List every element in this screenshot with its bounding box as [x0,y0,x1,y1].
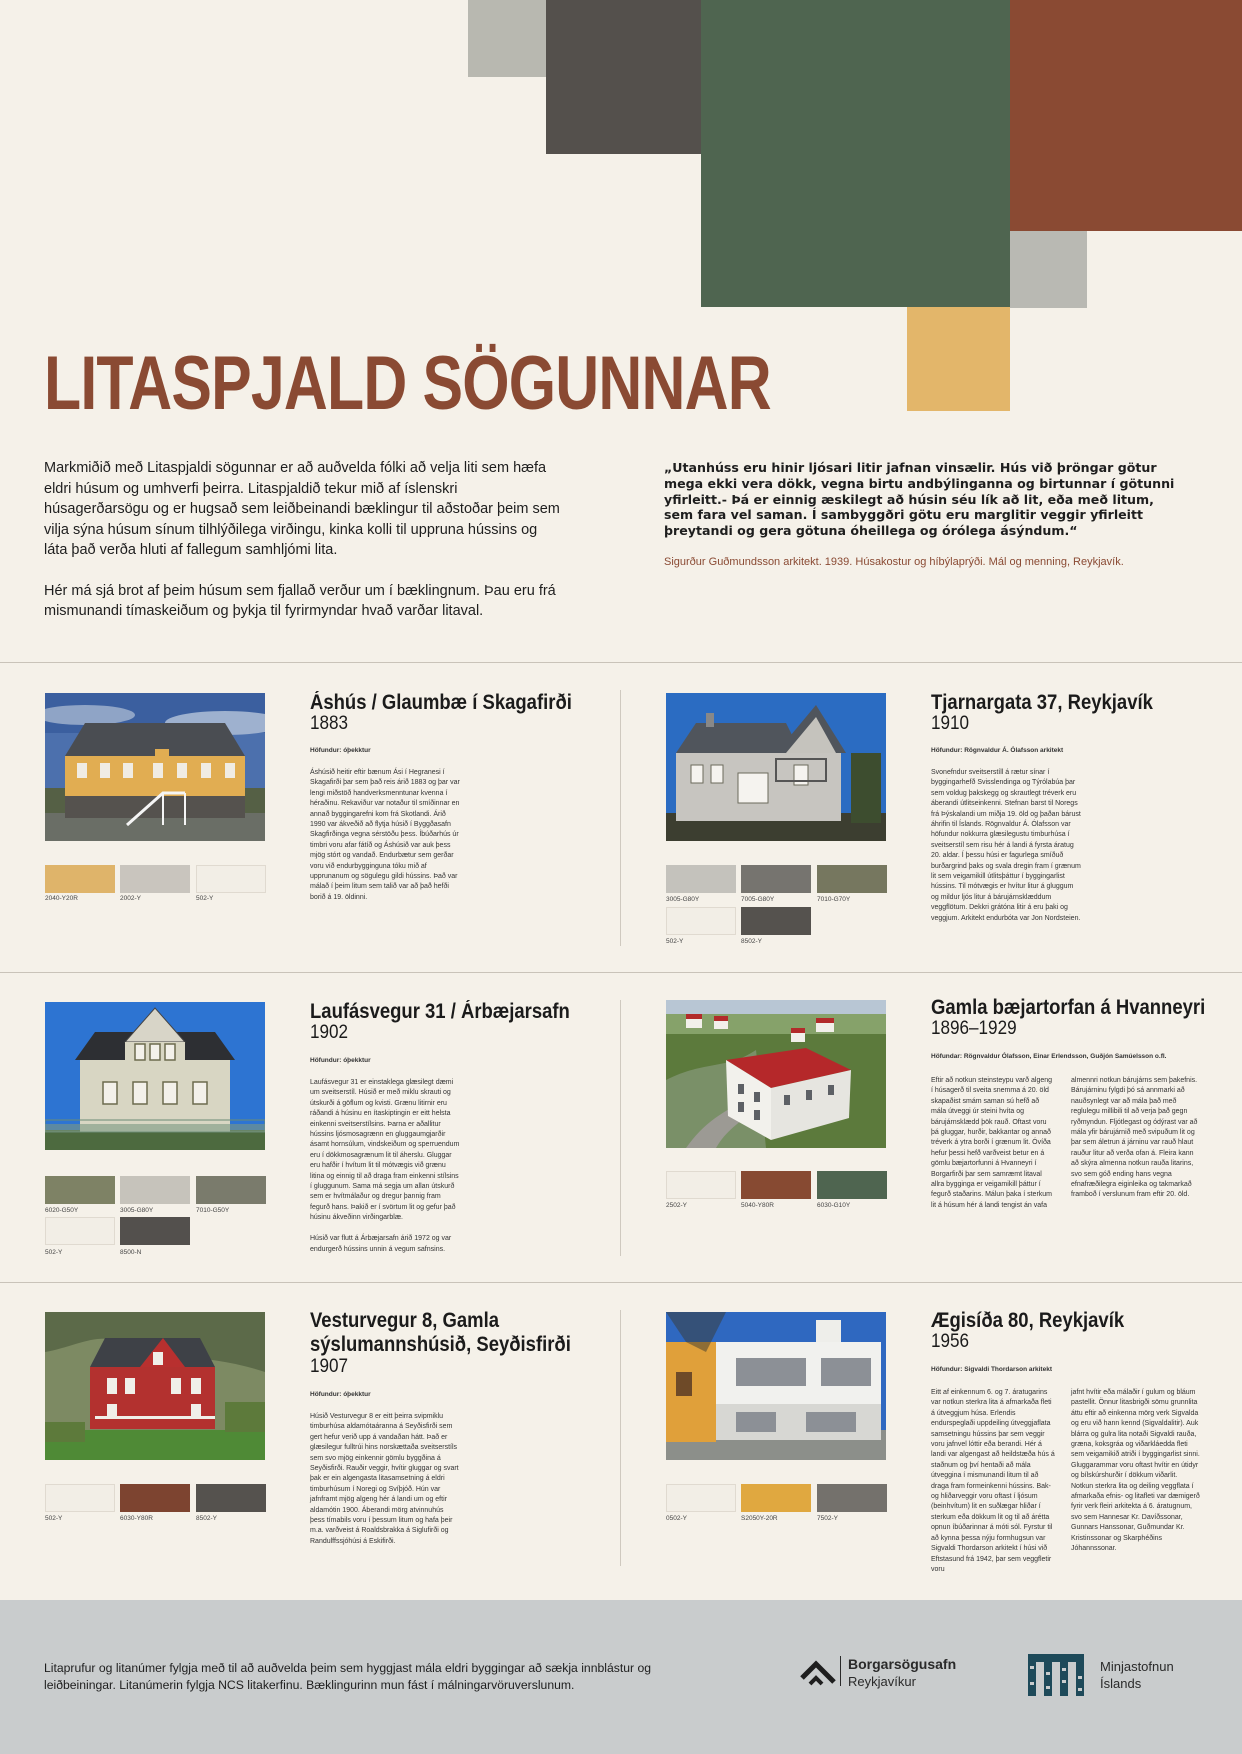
house-photo-aegisida [666,1312,886,1460]
swatch-label: 7010-G70Y [817,896,851,903]
intro-paragraph-1: Markmiðið með Litaspjaldi sögunnar er að auðvelda fólki að velja liti sem hæfa eldri húsum og umhverfi þeirra. Litaspjaldið tekur mið af íslenskri húsagerðarsögu og er hugsað sem leiðbeinandi bæklingur til aðstoðar þeim sem vilja sýna húsum sínum tilhlýðilega virðingu, kinka kolli til uppruna hússins og láta það verða hluti af fallegum samhljómi lita. [44,460,560,558]
swatch-3-2 [120,1176,190,1204]
house-author: Höfundur: óþekktur [310,1391,371,1398]
house-photo-laufasvegur [45,1002,265,1150]
swatch-5-2 [120,1484,190,1512]
swatch-1-2 [120,865,190,893]
swatch-label: 6030-Y80R [120,1515,153,1522]
swatch-5-3 [196,1484,266,1512]
house-year: 1907 [310,1356,349,1377]
swatch-label: 0502-Y [666,1515,687,1522]
swatch-label: 7010-G50Y [196,1207,230,1214]
swatch-label: 7005-G80Y [741,896,775,903]
house-photo-hvanneyri [666,1000,886,1148]
house-title: Gamla bæjartorfan á Hvanneyri [931,996,1206,1019]
house-title: Ægisíða 80, Reykjavík [931,1309,1125,1332]
swatch-label: 2040-Y20R [45,895,78,902]
house-author: Höfundur: óþekktur [310,747,371,754]
house-title-line: Vesturvegur 8, Gamla [310,1309,500,1332]
house-author: Höfundar: Rögnvaldur Ólafsson, Einar Erlendsson, Guðjón Samúelsson o.fl. [931,1053,1167,1060]
house-year: 1896–1929 [931,1018,1017,1039]
logo-subname: Reykjavíkur [848,1674,916,1689]
house-description: Eitt af einkennum 6. og 7. áratugarins var notkun sterkra lita á afmarkaða fleti á útveggjum húsa. Erlendis endurspeglaði uppdeiling útveggjaflata samsetningu hússins þar sem veggir voru jafnvel lóttir eða berandi. Hér á landi var algengast að heildstæða hús á staðnum og því hentaði að mála útveggina í mismunandi litum til að draga fram formeinkenni hússins. Bak- og hliðarveggir voru oftast í ljósum (beinhvítum) lit en suðlægar hliðar í sterkum eða dökkum lit og til að árétta opnun íbúðarinnar á móti sól. Fyrstur til að kynna þessa nýju formhugsun var Sigvaldi Thordarson arkitekt í húsi við Eftstasund frá 1942, þar sem veggfletir voru [931,1389,1055,1573]
minjastofnun-logo-icon [1026,1650,1088,1698]
swatch-6-3 [817,1484,887,1512]
divider-col-1 [620,690,621,946]
page-title: LITASPJALD SÖGUNNAR [44,341,771,426]
swatch-2-2 [741,865,811,893]
swatch-2-1 [666,865,736,893]
house-photo-vesturvegur [45,1312,265,1460]
swatch-label: 2502-Y [666,1202,687,1209]
swatch-label: 502-Y [196,895,214,902]
house-title: Áshús / Glaumbæ í Skagafirði [310,691,572,714]
color-block-5 [1010,231,1087,308]
swatch-label: 502-Y [45,1515,63,1522]
house-title-line: sýslumannshúsið, Seyðisfirði [310,1333,571,1356]
house-year: 1910 [931,713,970,734]
intro-paragraph-2: Hér má sjá brot af þeim húsum sem fjallað verður um í bæklingnum. Þau eru frá mismunandi tímaskeiðum og þykja til fyrirmyndar hvað varðar litaval. [44,582,556,619]
house-description: Svonefndur sveitserstíll á rætur sínar í byggingarhefð Svisslendinga og Týrólabúa þar sem voldug þakskegg og skrautlegt tréverk eru áberandi útlitseinkenni. Stefnan barst til Noregs frá Þýskalandi um miðja 19. öld og þaðan bárust áhrifin til Íslands. Rögnvaldur Á. Ólafsson var höfundur nokkurra glæsilegustu timburhúsa í sveitserstíl sem risu hér á landi á fyrsta áratug 20. aldar. Í þessu húsi er fagurlega smíðuð burðargrind þaks og svala dregin fram í grænum lit sem veigamikill útlitsþáttur í byggingarlist hússins. Til mótvægis er hvítur litur á gluggum og mildur ljós litur á bárujárnsklæddum veggflötum. Dekkri grátóna litir á eru þaki og veggjum. Arkitekt endurbóta var Jon Nordsteien. [931,769,1081,922]
logo-name-line-1: Minjastofnun [1100,1659,1174,1674]
swatch-label: 5040-Y80R [741,1202,774,1209]
swatch-label: S2050Y-20R [741,1515,778,1522]
house-author: Höfundur: Rögnvaldur Á. Ólafsson arkitekt [931,747,1064,754]
divider-row-1 [0,972,1242,973]
footer [0,1600,1242,1754]
house-description: almennri notkun bárujárns sem þakefnis. Bárujárninu fylgdi þó sá annmarki að nauðsynlegt var að mála það með reglulegu millibili til að verja það gegn ryðmyndun. Fljótlegast og ódýrast var að mála yfir bárujárnið með svipuðum lit og þar sem áletrun á járninu var rauð hlaut rauður litur að verða ofan á. Fleira kann að skýra almenna notkun rauða litarins, svo sem góð ending hans vegna efnafræðilegra eiginleika og takmarkað framboð í verslunum fram eftir 20. öld. [1071,1077,1198,1199]
house-title: Tjarnargata 37, Reykjavík [931,691,1153,714]
house-year: 1956 [931,1331,970,1352]
swatch-2-4 [666,907,736,935]
swatch-label: 502-Y [666,938,684,945]
intro-text [44,458,564,642]
house-title [310,1309,571,1357]
house-year: 1883 [310,713,349,734]
logo-divider [840,1656,841,1686]
swatch-label: 8500-N [120,1249,142,1256]
logo-name [1100,1658,1174,1692]
house-description: Laufásvegur 31 er einstaklega glæsilegt dæmi um sveitserstíl. Húsið er með miklu skrauti og útskurði á göflum og kvisti. Grænu litirnir eru ráðandi á húsinu en ítaskiptingin er eitt helsta einkenni sveitserstílsins. Þarna er aðallitur hússins ljósmosagrænn en gluggaumgjarðir ásamt hornsúlum, vindskeiðum og sperruendum eru í dökkmosagrænum lit til áherslu. Gluggar eru hafðir í hvítum lit til mótvægis við grænu litina og einnig til að draga fram einkenni stílsins í gluggunum. Sama má segja um allan útskurð sem er hvítmálaður og dregur þannig fram fegurð hans. Þakið er í svörtum lit og gefur það húsinu ákveðinn virðingarblæ. Húsið var flutt á Árbæjarsafn árið 1972 og var endurgerð hússins unnin á vegum safnsins. [310,1079,460,1253]
color-block-4 [1010,0,1242,231]
divider-col-3 [620,1310,621,1566]
divider-row-2 [0,1282,1242,1283]
footer-text: Litaprufur og litanúmer fylgja með til að auðvelda þeim sem hyggjast mála eldri byggingar að sækja innblástur og leiðbeiningar. Litanúmerin fylgja NCS litakerfinu. Bæklingurinn mun fást í málningarvöruverslunum. [44,1661,651,1692]
borgarsogusafn-logo-icon [800,1656,836,1686]
house-author: Höfundur: Sigvaldi Thordarson arkitekt [931,1366,1052,1373]
quote-text: „Utanhúss eru hinir ljósari litir jafnan vinsælir. Hús við þröngar götur mega ekki vera dökk, vegna birtu andbýlinganna og birtunnar í götunni yfirleitt.- Þá er einnig æskilegt að húsin séu lík að lit, eða með litum, sem fara vel saman. Í sambyggðri götu eru marglitir veggir yfirleitt þreytandi og gera götuna óheillega og órólega ásýndum.“ [664,460,1175,539]
house-description: Áshúsið heitir eftir bænum Ási í Hegranesi í Skagafirði þar sem það reis árið 1883 og þar var lengi miðstöð handverksmenntunar kvenna í héraðinu. Rekaviður var notaður til smíðinnar en annað byggingarefni kom frá Skotlandi. Árið 1990 var ákveðið að flytja húsið í Byggðasafn Skagfirðinga vegna sérstöðu þess. Íbúðarhús úr timbri voru afar fátíð og Áshúsið var auk þess mjög stórt og vandað. Endurbætur sem gerðar voru við endurbygginguna tóku mið af upprunanum og sögulegu gildi hússins. Það var málað í þeim litum sem talið var að það hefði borið á 19. öldinni. [310,769,460,901]
swatch-1-3 [196,865,266,893]
swatch-label: 502-Y [45,1249,63,1256]
house-author: Höfundur: óþekktur [310,1057,371,1064]
swatch-label: 6030-G10Y [817,1202,851,1209]
house-photo-ashus [45,693,265,841]
swatch-label: 7502-Y [817,1515,838,1522]
swatch-4-3 [817,1171,887,1199]
house-description: Húsið Vesturvegur 8 er eitt þeirra svipmiklu timburhúsa aldamótaáranna á Seyðisfirði sem gert hefur verið upp á vandaðan hátt. Það er glæsilegur fulltrúi hins norskættaða sveitserstíls sem svo mjög einkennir gömlu byggðina á Seyðisfirði. Rauðir veggir, hvítir gluggar og svart þak er ein algengasta litasamsetning á eldri timburhúsum í Noregi og Svíþjóð. Hún var jafnframt mjög algeng hér á landi um og eftir aldamótin 1900. Áberandi mörg atvinnuhús þess tímabils voru í þessum litum og hafa þeir m.a. varðveist á Roaldsbrakka á Siglufirði og Randulffssjóhúsi á Eskifirði. [310,1413,459,1545]
house-year: 1902 [310,1022,349,1043]
divider-col-2 [620,1000,621,1256]
swatch-6-2 [741,1484,811,1512]
swatch-1-1 [45,865,115,893]
swatch-3-5 [120,1217,190,1245]
swatch-label: 8502-Y [196,1515,217,1522]
swatch-label: 3005-G80Y [120,1207,154,1214]
color-block-6 [907,307,1010,411]
swatch-label: 8502-Y [741,938,762,945]
house-description: Eftir að notkun steinsteypu varð algeng í húsagerð til sveita snemma á 20. öld skapaðist smám saman sú hefð að mála útveggi úr steini hvíta og bárujárnsklædd þök rauð. Oftast voru þá gluggar, hurðir, bakkantar og annað tréverk á ytra borði í grænum lit. Óvíða hefur þessi hefð varðveist betur en á gömlu bæjartorfunni á Hvanneyri í Borgarfirði þar sem samræmt litaval allra bygginga er veigamikill þáttur í fegurð staðarins. Málun þaka í sterkum lit á húsum hér á landi tengist án vafa [931,1077,1053,1209]
house-title: Laufásvegur 31 / Árbæjarsafn [310,1000,570,1023]
swatch-4-1 [666,1171,736,1199]
color-block-2 [546,0,701,154]
swatch-3-1 [45,1176,115,1204]
house-photo-tjarnargata [666,693,886,841]
swatch-3-3 [196,1176,266,1204]
swatch-4-2 [741,1171,811,1199]
logo-name-line-2: Íslands [1100,1676,1142,1691]
divider-top [0,662,1242,663]
swatch-6-1 [666,1484,736,1512]
logo-name: Borgarsögusafn [848,1656,957,1672]
swatch-5-1 [45,1484,115,1512]
house-description: jafnt hvítir eða málaðir í gulum og bláum pastellit. Önnur litasbrigði sömu grunnlita áttu eftir að einkenna mörg verk Sigvalda og eru við hann kennd (Sigvaldalitir). Auk blárra og gulra lita notaði Sigvaldi rauða, græna, koksgráa og viðarkláedda fleti sem veigamikið atriði í byggingarlist sinni. Gluggarammar voru oftast hvítir en útidyr og bílskúrshurðir í dökkum viðarlit. Notkun sterkra lita og deiling veggflata í afmarkaða efnis- og litafleti var dæmigerð fyrir verk fleiri arkitekta á 6. áratugnum, svo sem Hannesar Kr. Davíðssonar, Gunnars Hanssonar, Guðmundar Kr. Kristinssonar og Skarphéðins Jóhannssonar. [1071,1389,1200,1553]
swatch-label: 3005-G80Y [666,896,700,903]
swatch-label: 2002-Y [120,895,141,902]
swatch-label: 6020-G50Y [45,1207,79,1214]
color-block-3 [701,0,1010,307]
color-block-1 [468,0,546,77]
swatch-3-4 [45,1217,115,1245]
swatch-2-3 [817,865,887,893]
swatch-2-5 [741,907,811,935]
quote-source: Sigurður Guðmundsson arkitekt. 1939. Húsakostur og híbýlaprýði. Mál og menning, Reykjavík. [664,556,1124,568]
